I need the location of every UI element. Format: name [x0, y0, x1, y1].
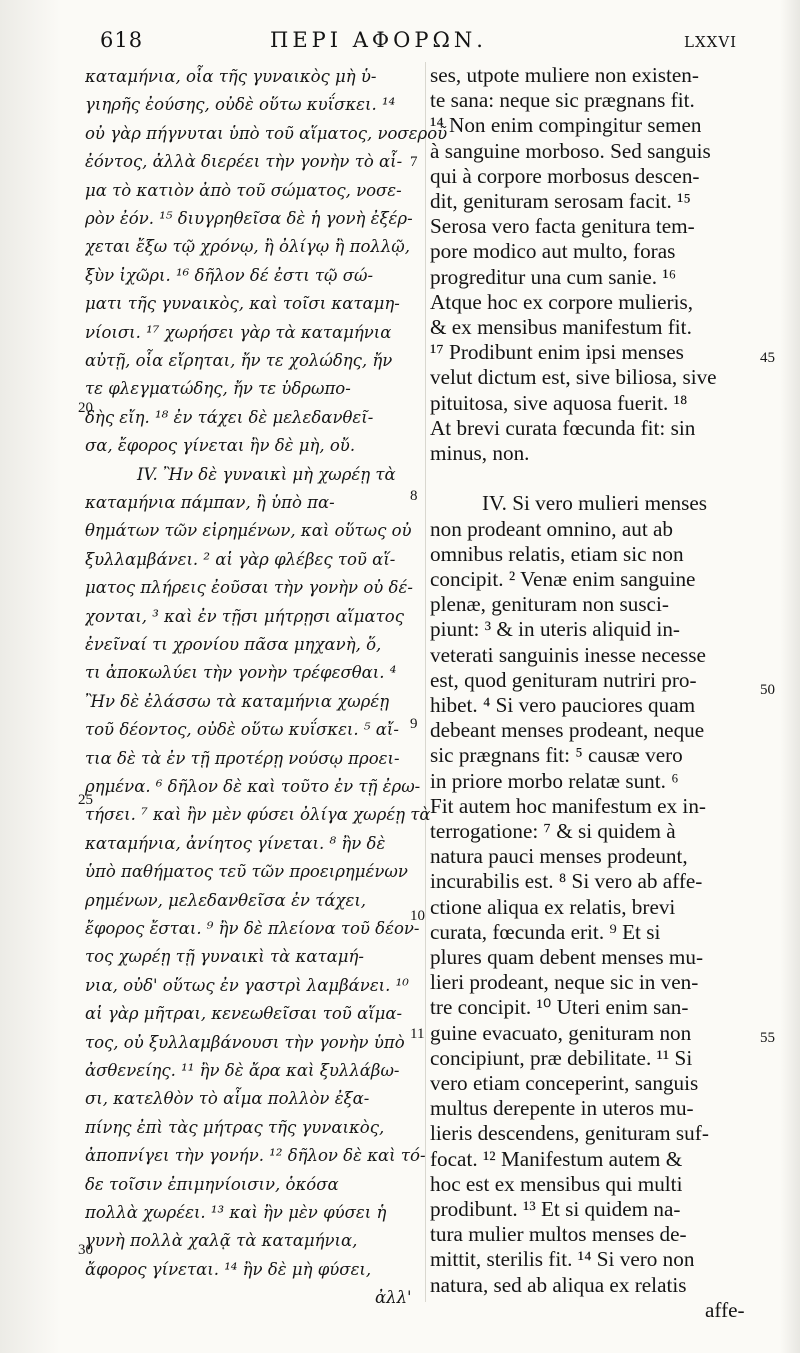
text-line: Serosa vero facta genitura tem-	[430, 214, 695, 239]
text-line: tura mulier multos menses de-	[430, 1222, 687, 1247]
text-line: δὴς εἴη. ¹⁸ ἐν τάχει δὲ μελεδανθεῖ-	[85, 407, 374, 427]
text-line: μα τὸ κατιὸν ἀπὸ τοῦ σώματος, νοσε-	[85, 180, 402, 200]
text-line: natura pauci menses prodeunt,	[430, 844, 688, 869]
text-line: plenæ, genituram non susci-	[430, 592, 669, 617]
text-line: hibet. ⁴ Si vero pauciores quam	[430, 693, 696, 717]
text-line: θημάτων τῶν εἰρημένων, καὶ οὕτως οὐ	[85, 521, 412, 541]
text-line: progreditur una cum sanie. ¹⁶	[430, 264, 677, 289]
section-number: LXXVI	[684, 33, 738, 51]
text-line: omnibus relatis, etiam sic non	[430, 541, 684, 566]
text-line: γιηρῆς ἐούσης, οὐδὲ οὕτω κυΐσκει. ¹⁴	[85, 95, 396, 115]
text-line: prodibunt. ¹³ Et si quidem na-	[430, 1197, 681, 1221]
text-line: τος, οὐ ξυλλαμβάνουσι τὴν γονὴν ὑπὸ	[85, 1032, 405, 1052]
margin-line-number: 20	[78, 400, 93, 416]
text-line: τι ἀποκωλύει τὴν γονὴν τρέφεσθαι. ⁴	[85, 663, 397, 683]
text-line: terrogatione: ⁷ & si quidem à	[430, 819, 676, 843]
text-line: πολλὰ χωρέει. ¹³ καὶ ἢν μὲν φύσει ἡ	[85, 1203, 387, 1222]
text-line: ¹⁴ Non enim compingitur semen	[430, 113, 702, 138]
margin-line-number: 30	[78, 1242, 93, 1258]
text-line: minus, non.	[430, 441, 530, 465]
text-line: ματι τῆς γυναικὸς, καὶ τοῖσι καταμη-	[85, 294, 400, 314]
text-line: ἔφορος ἔσται. ⁹ ἢν δὲ πλείονα τοῦ δέον-	[85, 919, 420, 938]
text-line: IV. Ἢν δὲ γυναικὶ μὴ χωρέῃ τὰ	[137, 464, 396, 484]
latin-margin-line-number: 50	[760, 682, 775, 698]
catchword: ἀλλ'	[375, 1288, 412, 1308]
text-line: Fit autem hoc manifestum ex in-	[430, 793, 706, 818]
margin-line-number: 25	[78, 792, 93, 808]
text-line: ρημένα. ⁶ δῆλον δὲ καὶ τοῦτο ἐν τῇ ἐρω-	[85, 777, 421, 796]
text-line: in priore morbo relatæ sunt. ⁶	[430, 768, 679, 793]
text-line: focat. ¹² Manifestum autem &	[430, 1146, 683, 1171]
text-line: τια δὲ τὰ ἐν τῇ προτέρῃ νούσῳ προει-	[85, 748, 400, 768]
text-line: hoc est ex mensibus qui multi	[430, 1171, 683, 1196]
text-line: Ἢν δὲ ἐλάσσω τὰ καταμήνια χωρέῃ	[85, 691, 390, 711]
text-line: χονται, ³ καὶ ἐν τῇσι μήτρῃσι αἵματος	[85, 606, 404, 626]
text-line: ρὸν ἐόν. ¹⁵ διυγρηθεῖσα δὲ ἡ γονὴ ἐξέρ-	[85, 209, 413, 228]
text-line: οὐ γὰρ πήγνυται ὑπὸ τοῦ αἵματος, νοσεροῦ	[85, 123, 448, 143]
text-line: dit, genituram serosam facit. ¹⁵	[430, 189, 691, 213]
text-line: καταμήνια, ἀνίητος γίνεται. ⁸ ἢν δὲ	[85, 833, 386, 853]
text-line: τε φλεγματώδης, ἤν τε ὑδρωπο-	[85, 379, 351, 399]
text-line: lieris descendens, genituram suf-	[430, 1121, 709, 1146]
text-line: ξὺν ἰχῶρι. ¹⁶ δῆλον δέ ἐστι τῷ σώ-	[85, 265, 374, 285]
text-line: à sanguine morboso. Sed sanguis	[430, 138, 711, 163]
greek-section-number: 9	[410, 716, 418, 732]
text-line: ρημένων, μελεδανθεῖσα ἐν τάχει,	[85, 890, 367, 910]
text-line: τήσει. ⁷ καὶ ἢν μὲν φύσει ὀλίγα χωρέῃ τὰ	[85, 805, 431, 825]
text-line: ἄφορος γίνεται. ¹⁴ ἢν δὲ μὴ φύσει,	[85, 1259, 372, 1279]
text-line: curata, fœcunda erit. ⁹ Et si	[430, 919, 661, 944]
text-line: ἐόντος, ἀλλὰ διερέει τὴν γονὴν τὸ αἷ-	[85, 152, 403, 172]
text-line: σι, κατελθὸν τὸ αἷμα πολλὸν ἐξα-	[85, 1089, 370, 1109]
greek-section-number: 7	[410, 154, 418, 170]
text-line: αἱ γὰρ μῆτραι, κενεωθεῖσαι τοῦ αἵμα-	[85, 1004, 403, 1024]
text-line: At brevi curata fœcunda fit: sin	[430, 415, 696, 440]
catchword: affe-	[705, 1297, 745, 1322]
text-line: σα, ἔφορος γίνεται ἢν δὲ μὴ, οὔ.	[85, 436, 356, 456]
text-line: concipiunt, præ debilitate. ¹¹ Si	[430, 1045, 693, 1070]
text-line: non prodeant omnino, aut ab	[430, 516, 674, 541]
text-line: πίνης ἐπὶ τὰς μήτρας τῆς γυναικὸς,	[85, 1117, 385, 1137]
text-line: concipit. ² Venæ enim sanguine	[430, 567, 696, 591]
running-header	[100, 28, 750, 58]
text-line: lieri prodeant, neque sic in ven-	[430, 970, 699, 995]
text-line: τος χωρέῃ τῇ γυναικὶ τὰ καταμή-	[85, 947, 364, 967]
text-line: χεται ἔξω τῷ χρόνῳ, ἢ ὀλίγῳ ἢ πολλῷ,	[85, 237, 410, 257]
greek-section-number: 11	[410, 1026, 425, 1042]
text-line: est, quod genituram nutriri pro-	[430, 667, 697, 692]
latin-margin-line-number: 45	[760, 350, 775, 366]
text-line: natura, sed ab aliqua ex relatis	[430, 1272, 687, 1297]
text-line: & ex mensibus manifestum fit.	[430, 315, 692, 339]
text-line: mittit, sterilis fit. ¹⁴ Si vero non	[430, 1247, 695, 1272]
text-line: γυνὴ πολλὰ χαλᾷ τὰ καταμήνια,	[85, 1231, 358, 1251]
text-line: piunt: ³ & in uteris aliquid in-	[430, 617, 680, 642]
text-line: pore modico aut multo, foras	[430, 239, 676, 264]
text-line: vero etiam conceperint, sanguis	[430, 1071, 699, 1095]
text-line: tre concipit. ¹⁰ Uteri enim san-	[430, 995, 689, 1020]
text-line: νίοισι. ¹⁷ χωρήσει γὰρ τὰ καταμήνια	[85, 322, 392, 342]
text-line: incurabilis est. ⁸ Si vero ab affe-	[430, 869, 703, 894]
text-line: veterati sanguinis inesse necesse	[430, 642, 706, 667]
text-line: Atque hoc ex corpore mulieris,	[430, 289, 693, 314]
text-line: καταμήνια πάμπαν, ἢ ὑπὸ πα-	[85, 493, 335, 512]
text-line: debeant menses prodeant, neque	[430, 718, 705, 743]
text-line: νια, οὐδ' οὕτως ἐν γαστρὶ λαμβάνει. ¹⁰	[85, 975, 409, 995]
text-line: multus derepente in uteros mu-	[430, 1096, 694, 1121]
text-line: ἀποπνίγει τὴν γονήν. ¹² δῆλον δὲ καὶ τό-	[85, 1146, 426, 1166]
greek-section-number: 10	[410, 908, 425, 924]
column-gutter	[425, 62, 426, 1302]
text-line: ἀσθενείης. ¹¹ ἢν δὲ ἄρα καὶ ξυλλάβω-	[85, 1061, 400, 1080]
text-line: plures quam debent menses mu-	[430, 945, 704, 969]
text-line: guine evacuato, genituram non	[430, 1020, 692, 1045]
text-line: ξυλλαμβάνει. ² αἱ γὰρ φλέβες τοῦ αἵ-	[85, 549, 396, 569]
text-line: καταμήνια, οἷα τῆς γυναικὸς μὴ ὑ-	[85, 67, 377, 86]
text-line: ὑπὸ παθήματος τεῦ τῶν προειρημένων	[85, 862, 408, 882]
text-line: IV. Si vero mulieri menses	[482, 491, 707, 516]
text-line: qui à corpore morbosus descen-	[430, 163, 700, 188]
text-line: sic prægnans fit: ⁵ causæ vero	[430, 743, 683, 768]
text-line: ses, utpote muliere non existen-	[430, 63, 699, 87]
page-number: 618	[100, 28, 144, 52]
text-line: τοῦ δέοντος, οὐδὲ οὕτω κυΐσκει. ⁵ αἴ-	[85, 720, 399, 740]
text-line: ματος πλήρεις ἐοῦσαι τὴν γονὴν οὐ δέ-	[85, 578, 413, 598]
text-line: te sana: neque sic prægnans fit.	[430, 88, 695, 113]
text-line: pituitosa, sive aquosa fuerit. ¹⁸	[430, 390, 688, 415]
running-title: ΠΕΡΙ ΑΦΟΡΩΝ.	[270, 28, 487, 52]
text-line: velut dictum est, sive biliosa, sive	[430, 365, 717, 390]
text-line: ¹⁷ Prodibunt enim ipsi menses	[430, 340, 684, 365]
text-line: δε τοῖσιν ἐπιμηνίοισιν, ὁκόσα	[85, 1174, 339, 1194]
greek-section-number: 8	[410, 488, 418, 504]
text-line: αὐτῇ, οἷα εἴρηται, ἤν τε χολώδης, ἤν	[85, 351, 393, 370]
text-line: ctione aliqua ex relatis, brevi	[430, 894, 676, 919]
text-line: ἐνεῖναί τι χρονίου πᾶσα μηχανὴ, ὅ,	[85, 635, 382, 654]
latin-margin-line-number: 55	[760, 1030, 775, 1046]
